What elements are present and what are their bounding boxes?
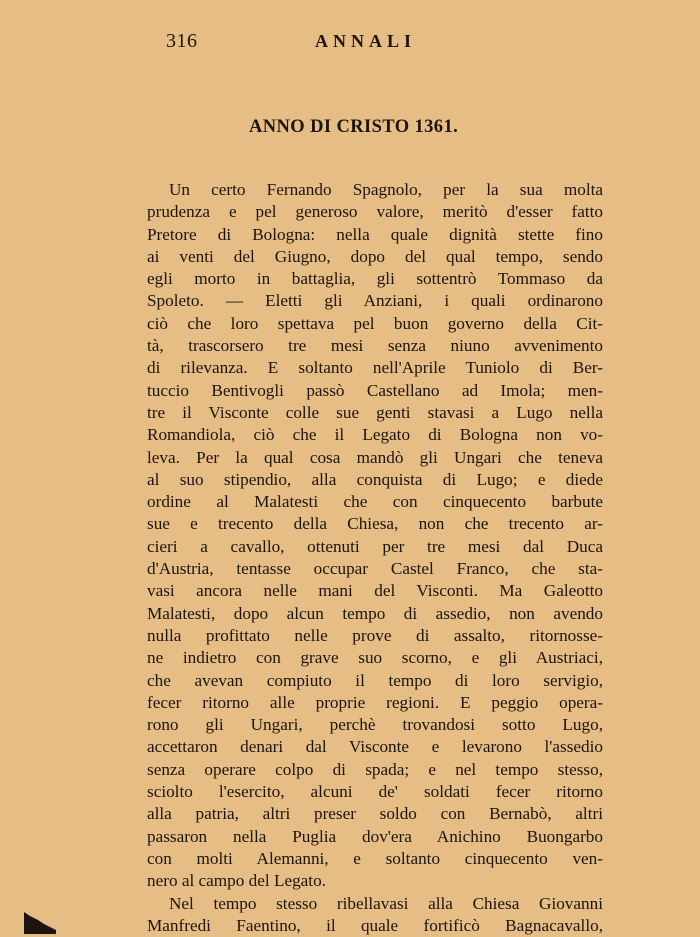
text-line: Malatesti, dopo alcun tempo di assedio, non avendo (147, 603, 603, 623)
text-line: senza operare colpo di spada; e nel tempo stesso, (147, 759, 603, 779)
page-corner-mark (24, 912, 56, 934)
text-line: tuccio Bentivogli passò Castellano ad Imola; men- (147, 380, 603, 400)
text-line: di rilevanza. E soltanto nell'Aprile Tuniolo di Ber- (147, 358, 603, 378)
body-text (147, 179, 603, 937)
text-line: tà, trascorsero tre mesi senza niuno avvenimento (147, 336, 603, 356)
text-line: prudenza e pel generoso valore, meritò d'esser fatto (147, 202, 603, 222)
text-line: d'Austria, tentasse occupar Castel Franco, che sta- (147, 559, 603, 579)
text-line: egli morto in battaglia, gli sottentrò Tommaso da (147, 269, 603, 289)
text-line: al suo stipendio, alla conquista di Lugo; e diede (147, 469, 603, 489)
text-line: sciolto l'esercito, alcuni de' soldati fecer ritorno (147, 782, 603, 802)
text-line: ne indietro con grave suo scorno, e gli Austriaci, (147, 648, 603, 668)
text-line: che avevan compiuto il tempo di loro servigio, (147, 670, 603, 690)
text-line: Pretore di Bologna: nella quale dignità stette fino (147, 224, 603, 244)
text-line: Nel tempo stesso ribellavasi alla Chiesa Giovanni (169, 893, 603, 913)
text-line: fecer ritorno alle proprie regioni. E peggio opera- (147, 692, 603, 712)
text-line: con molti Alemanni, e soltanto cinquecento ven- (147, 848, 603, 868)
text-line: alla patria, altri preser soldo con Bernabò, altri (147, 804, 603, 824)
text-line: ai venti del Giugno, dopo del qual tempo, sendo (147, 246, 603, 266)
section-title: ANNO DI CRISTO 1361. (249, 117, 459, 137)
text-line: rono gli Ungari, perchè trovandosi sotto Lugo, (147, 715, 603, 735)
text-line: Un certo Fernando Spagnolo, per la sua molta (169, 180, 603, 199)
text-line: sue e trecento della Chiesa, non che trecento ar- (147, 514, 603, 534)
text-line: nero al campo del Legato. (147, 871, 326, 891)
text-line: vasi ancora nelle mani del Visconti. Ma Galeotto (147, 581, 603, 601)
text-line: accettaron denari dal Visconte e levarono l'assedio (147, 737, 603, 757)
text-line: ciò che loro spettava pel buon governo della Cit- (147, 313, 603, 333)
page-number: 316 (166, 30, 198, 52)
text-line: Romandiola, ciò che il Legato di Bologna non vo- (147, 425, 603, 445)
running-head: ANNALI (315, 31, 417, 51)
text-line: passaron nella Puglia dov'era Anichino Buongarbo (147, 826, 603, 846)
text-line: tre il Visconte colle sue genti stavasi a Lugo nella (147, 402, 603, 422)
text-line: cieri a cavallo, ottenuti per tre mesi dal Duca (147, 536, 603, 556)
text-line: ordine al Malatesti che con cinquecento barbute (147, 492, 603, 512)
text-line: leva. Per la qual cosa mandò gli Ungari che teneva (147, 447, 603, 467)
text-line: Manfredi Faentino, il quale fortificò Bagnacavallo, (147, 915, 603, 935)
text-line: nulla profittato nelle prove di assalto, ritornosse- (147, 625, 603, 645)
text-line: Spoleto. — Eletti gli Anziani, i quali ordinarono (147, 291, 603, 311)
